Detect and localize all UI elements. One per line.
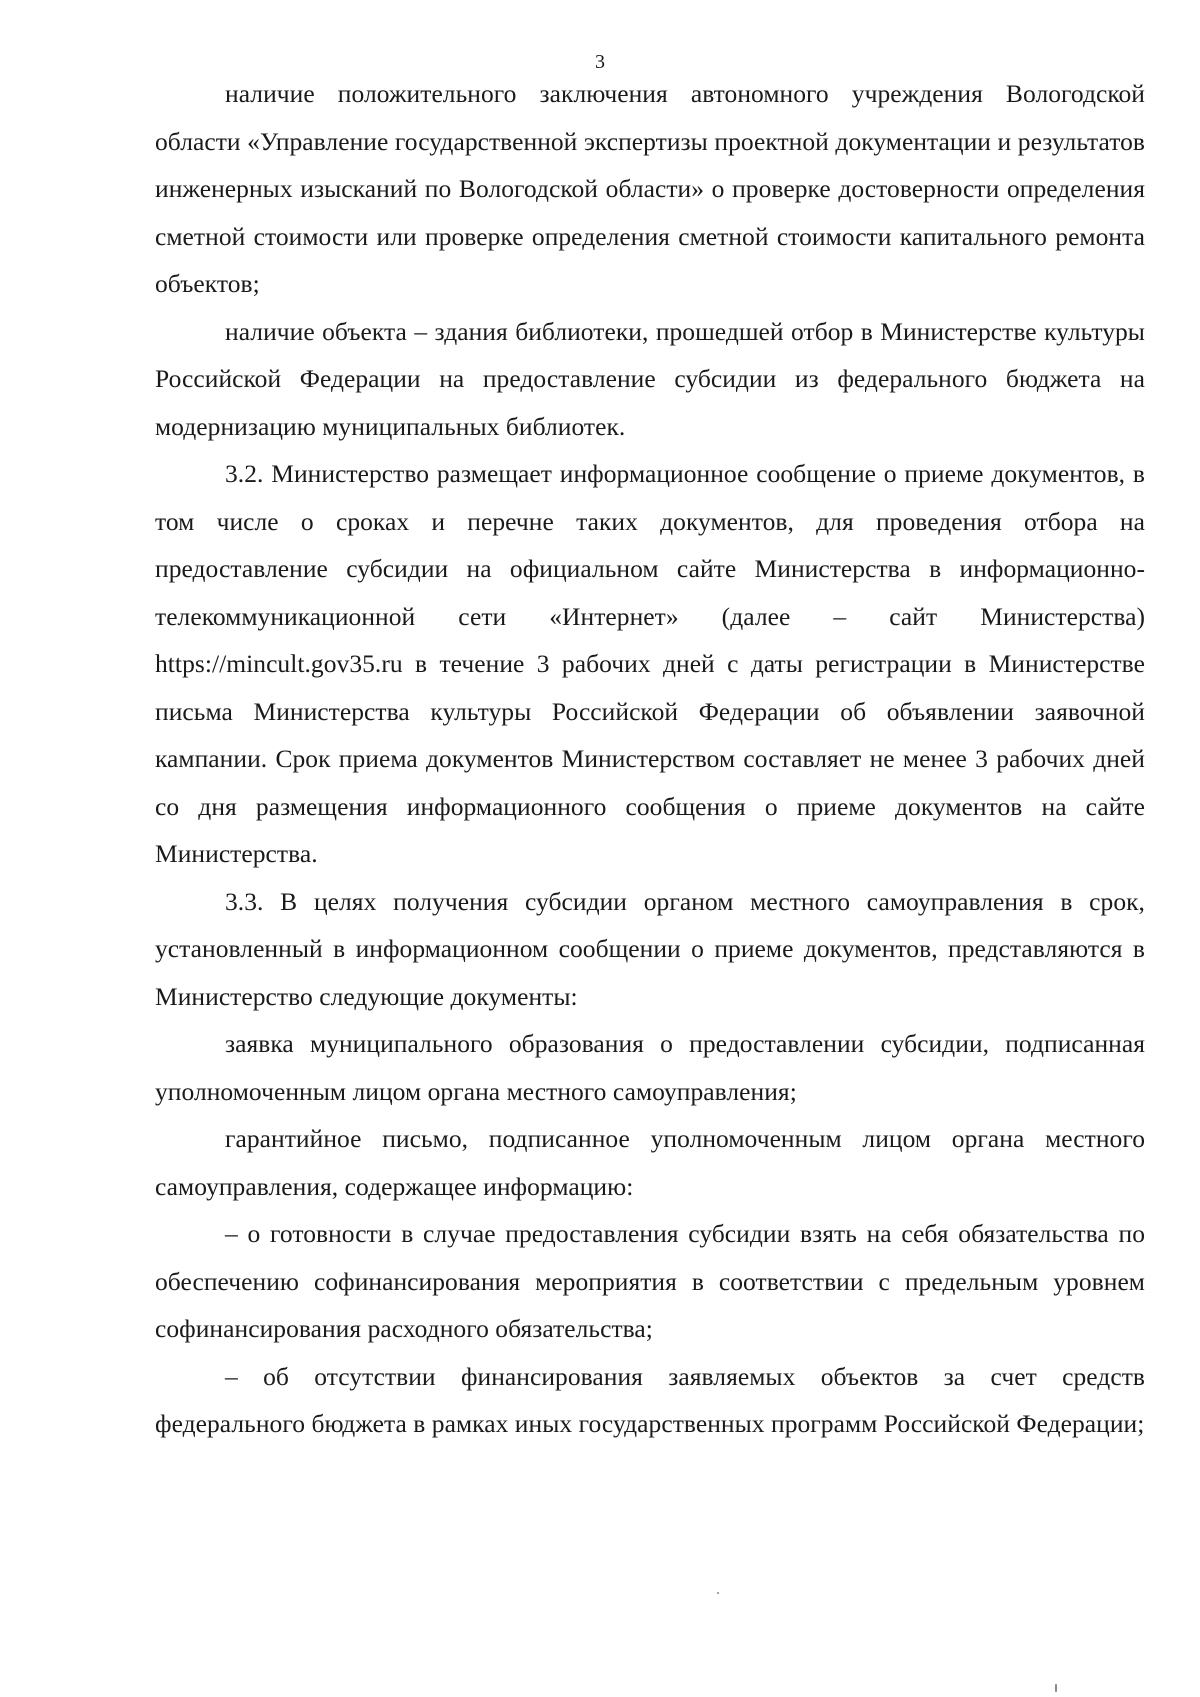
paragraph-cofinancing-readiness: – о готовности в случае предоставления субсидии взять на себя обязательства по обеспечению софинансирования мероприятия в соответствии с предельным уровнем софинансирования расходного обязательства;	[155, 1219, 1145, 1343]
paragraph-guarantee-letter-item: гарантийное письмо, подписанное уполномоченным лицом органа местного самоуправления, содержащее информацию:	[155, 1124, 1145, 1201]
paragraph-conclusion-requirement: наличие положительного заключения автономного учреждения Вологодской области «Управление государственной экспертизы проектной документации и результатов инженерных изысканий по Вологодской области» о проверке достоверности определения сметной стоимости или проверке определения сметной стоимости капитального ремонта объектов;	[155, 79, 1145, 298]
paragraph-no-federal-financing: – об отсутствии финансирования заявляемых объектов за счет средств федерального бюджета в рамках иных государственных программ Российской Федерации;	[155, 1361, 1145, 1438]
paragraph-section-3-3: 3.3. В целях получения субсидии органом местного самоуправления в срок, установленный в информационном сообщении о приеме документов, представляются в Министерство следующие документы:	[155, 886, 1145, 1011]
scan-speck	[717, 1592, 719, 1594]
scan-speck	[1055, 1684, 1057, 1692]
paragraph-library-object-requirement: наличие объекта – здания библиотеки, прошедшей отбор в Министерстве культуры Российской Федерации на предоставление субсидии из федерального бюджета на модернизацию муниципальных библиотек.	[155, 316, 1145, 441]
page-number: 3	[595, 51, 605, 73]
paragraph-application-item: заявка муниципального образования о предоставлении субсидии, подписанная уполномоченным лицом органа местного самоуправления;	[155, 1029, 1145, 1106]
paragraph-section-3-2: 3.2. Министерство размещает информационное сообщение о приеме документов, в том числе о сроках и перечне таких документов, для проведения отбора на предоставление субсидии на официальном сайте Министерства в информационно-телекоммуникационной сети «Интернет» (далее – сайт Министерства) https://mincult.gov35.ru в течение 3 рабочих дней с даты регистрации в Министерстве письма Министерства культуры Российской Федерации об объявлении заявочной кампании. Срок приема документов Министерством составляет не менее 3 рабочих дней со дня размещения информационного сообщения о приеме документов на сайте Министерства.	[155, 459, 1145, 868]
document-body	[155, 70, 1145, 1448]
